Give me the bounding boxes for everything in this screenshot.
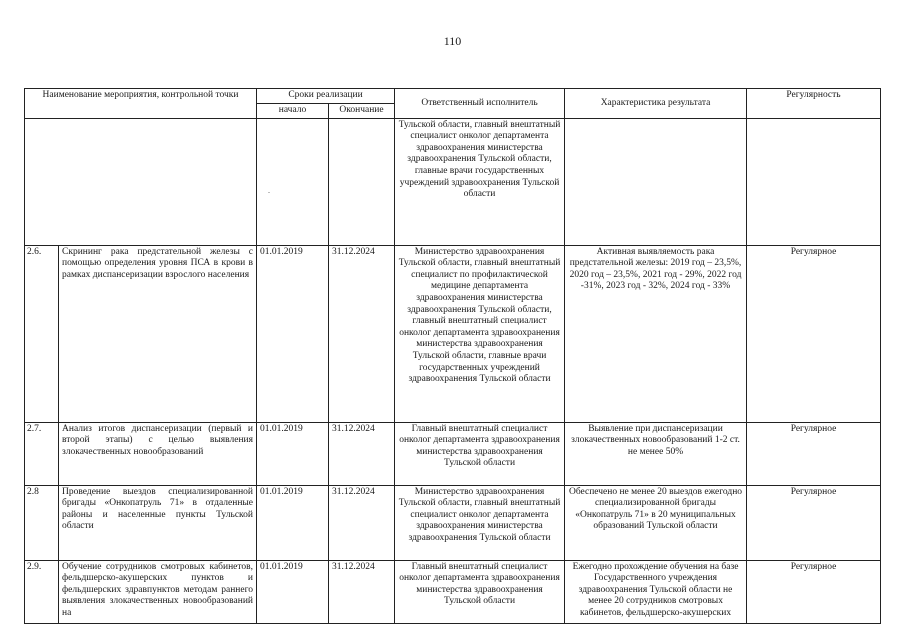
cell-regularity: Регулярное — [747, 245, 881, 422]
cell-regularity: Регулярное — [747, 560, 881, 623]
cell-end: 31.12.2024 — [329, 245, 395, 422]
table-row — [25, 485, 881, 560]
cell-executor: Главный внештатный специалист онколог департамента здравоохранения министерства здравоохранения Тульской области — [395, 560, 565, 623]
cell-result: Ежегодно прохождение обучения на базе Государственного учреждения здравоохранения Тульской области не менее 20 сотрудников смотровых кабинетов, фельдшерско-акушерских — [565, 560, 747, 623]
stray-mark: . — [268, 186, 270, 195]
cell-result: Обеспечено не менее 20 выездов ежегодно специализированной бригады «Онкопатруль 71» в 20 муниципальных образований Тульской области — [565, 485, 747, 560]
cell-end: 31.12.2024 — [329, 485, 395, 560]
cell-name: Проведение выездов специализированной бригады «Онкопатруль 71» в отдаленные районы и населенные пункты Тульской области — [59, 485, 257, 560]
cell-executor: Главный внештатный специалист онколог департамента здравоохранения министерства здравоохранения Тульской области — [395, 422, 565, 485]
cell-regularity: Регулярное — [747, 422, 881, 485]
cell-name: Скрининг рака предстательной железы с помощью определения уровня ПСА в крови в рамках диспансеризации взрослого населения — [59, 245, 257, 422]
cell-start: 01.01.2019 — [257, 485, 329, 560]
cell-end: 31.12.2024 — [329, 560, 395, 623]
cell-start: 01.01.2019 — [257, 560, 329, 623]
cell-start: 01.01.2019 — [257, 245, 329, 422]
cell-regularity — [747, 118, 881, 245]
table-header — [25, 89, 881, 119]
header-executor: Ответственный исполнитель — [395, 89, 565, 119]
cell-name: Обучение сотрудников смотровых кабинетов, фельдшерско-акушерских пунктов и фельдшерских здравпунктов методам раннего выявления злокачественных новообразований на — [59, 560, 257, 623]
page-number: 110 — [443, 34, 462, 48]
table-row-continuation — [25, 118, 881, 245]
header-end: Окончание — [329, 104, 395, 119]
cell-result — [565, 118, 747, 245]
cell-end — [329, 118, 395, 245]
cell-executor: Министерство здравоохранения Тульской области, главный внештатный специалист онколог департамента здравоохранения министерства здравоохранения Тульской области — [395, 485, 565, 560]
header-result: Характеристика результата — [565, 89, 747, 119]
cell-num: 2.7. — [25, 422, 59, 485]
cell-end: 31.12.2024 — [329, 422, 395, 485]
measures-table — [24, 88, 881, 624]
cell-start — [257, 118, 329, 245]
table-row — [25, 245, 881, 422]
cell-executor: Министерство здравоохранения Тульской области, главный внештатный специалист по профилактической медицине департамента здравоохранения министерства здравоохранения Тульской области, главный внештатный специалист онколог департамента здравоохранения министерства здравоохранения Тульской области, главные врачи государственных учреждений здравоохранения Тульской области — [395, 245, 565, 422]
cell-num: 2.9. — [25, 560, 59, 623]
header-deadlines: Сроки реализации — [257, 89, 395, 104]
header-regularity: Регулярность — [747, 89, 881, 119]
header-start: начало — [257, 104, 329, 119]
cell-name: Анализ итогов диспансеризации (первый и второй этапы) с целью выявления злокачественных новообразований — [59, 422, 257, 485]
cell-executor: Тульской области, главный внештатный специалист онколог департамента здравоохранения министерства здравоохранения Тульской области, главные врачи государственных учреждений здравоохранения Тульской области — [395, 118, 565, 245]
cell-num: 2.8 — [25, 485, 59, 560]
table-row — [25, 560, 881, 623]
cell-result: Активная выявляемость рака предстательной железы: 2019 год – 23,5%, 2020 год – 23,5%, 2021 год - 29%, 2022 год -31%, 2023 год - 32%, 2024 год - 33% — [565, 245, 747, 422]
table-row — [25, 422, 881, 485]
cell-num: 2.6. — [25, 245, 59, 422]
cell-regularity: Регулярное — [747, 485, 881, 560]
header-name: Наименование мероприятия, контрольной точки — [25, 89, 257, 119]
cell-result: Выявление при диспансеризации злокачественных новообразований 1-2 ст. не менее 50% — [565, 422, 747, 485]
cell-start: 01.01.2019 — [257, 422, 329, 485]
cell-name — [25, 118, 257, 245]
